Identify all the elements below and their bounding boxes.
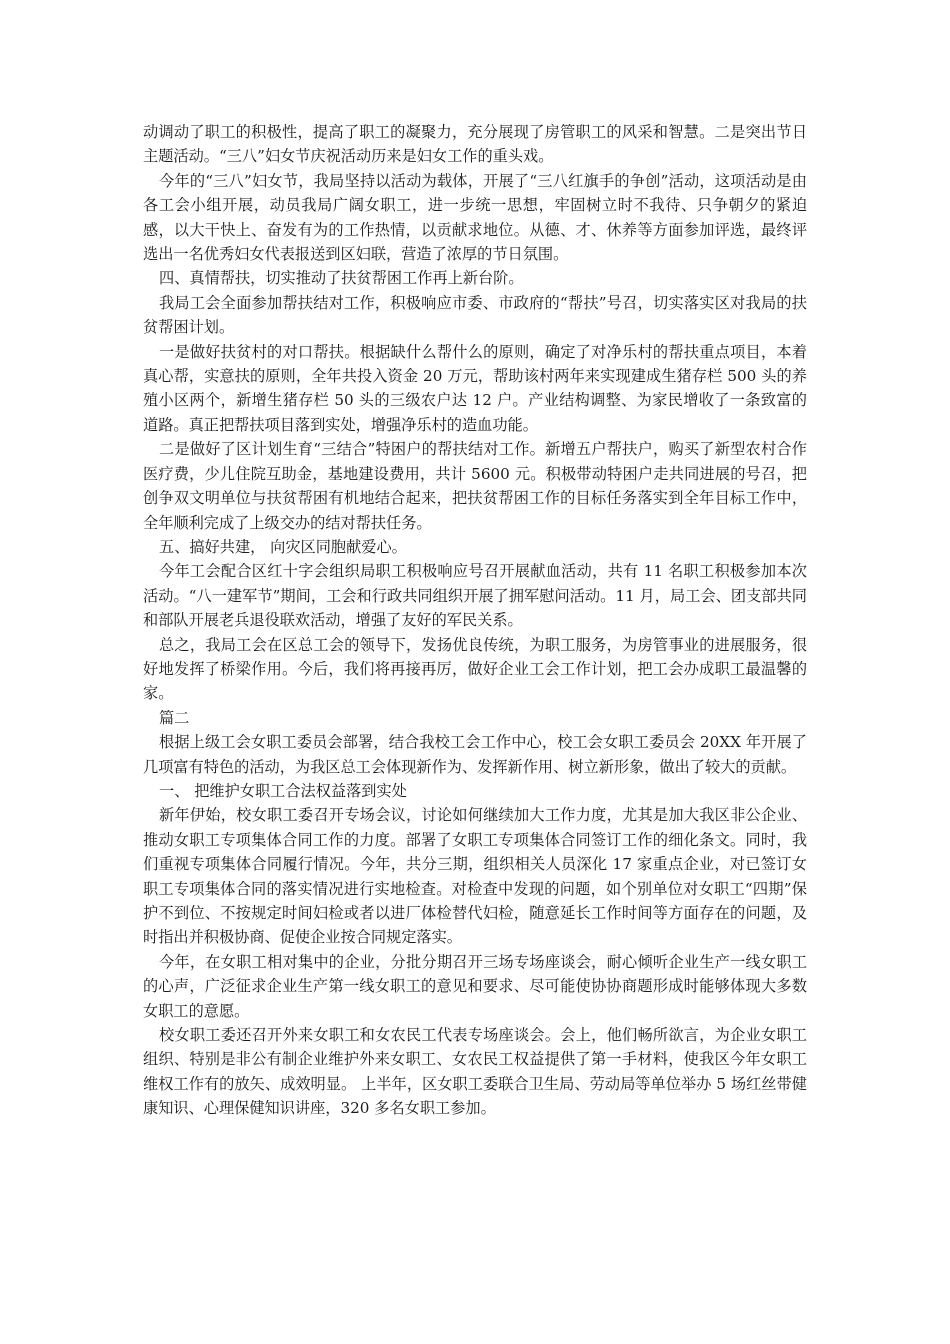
paragraph-3: 我局工会全面参加帮扶结对工作，积极响应市委、市政府的“帮扶”号召，切实落实区对我局的扶贫帮困计划。 <box>143 293 807 337</box>
section-heading-4: 四、真情帮扶，切实推动了扶贫帮困工作再上新台阶。 <box>159 269 524 288</box>
paragraph-1: 动调动了职工的积极性，提高了职工的凝聚力，充分展现了房管职工的风采和智慧。二是突出节日主题活动。“三八”妇女节庆祝活动历来是妇女工作的重头戏。 <box>143 123 807 166</box>
chapter-heading: 篇二 <box>159 708 190 727</box>
paragraph-8: 根据上级工会女职工委员会部署，结合我校工会工作中心，校工会女职工委员会 20XX 年开展了几项富有特色的活动，为我区总工会体现新作为、发挥新作用、树立新形象，做出了较大的贡献。 <box>143 733 807 776</box>
paragraph-2: 今年的“三八”妇女节，我局坚持以活动为载体，开展了“三八红旗手的争创”活动，这项活动是由各工会小组开展，动员我局广阔女职工，进一步统一思想，牢固树立时不我待、只争朝夕的紧迫感，以大干快上、奋发有为的工作热情，以贡献求地位。从德、才、休养等方面参加评选，最终评选出一名优秀妇女代表报送到区妇联，营造了浓厚的节日氛围。 <box>143 171 807 264</box>
paragraph-11: 校女职工委还召开外来女职工和女农民工代表专场座谈会。会上，他们畅所欲言，为企业女职工组织、特别是非公有制企业维护外来女职工、女农民工权益提供了第一手材料，使我区今年女职工维权工作有的放矢、成效明显。 上半年，区女职工委联合卫生局、劳动局等单位举办 5 场红丝带健康知识、心理保健知识讲座，320 多名女职工参加。 <box>143 1026 807 1118</box>
paragraph-6: 今年工会配合区红十字会组织局职工积极响应号召开展献血活动，共有 11 名职工积极参加本次活动。“八一建军节”期间，工会和行政共同组织开展了拥军慰问活动。11 月，局工会、团支部共同和部队开展老兵退役联欢活动，增强了友好的军民关系。 <box>143 562 807 630</box>
section-heading-1: 一、 把维护女职工合法权益落到实处 <box>159 781 407 800</box>
paragraph-9: 新年伊始，校女职工委召开专场会议，讨论如何继续加大工作力度，尤其是加大我区非公企业、推动女职工专项集体合同工作的力度。部署了女职工专项集体合同签订工作的细化条文。同时，我们重视专项集体合同履行情况。今年，共分三期，组织相关人员深化 17 家重点企业，对已签订女职工专项集体合同的落实情况进行实地检查。对检查中发现的问题，如个别单位对女职工“四期”保护不到位、不按规定时间妇检或者以进厂体检替代妇检，随意延长工作时间等方面存在的问题，及时指出并积极协商、促使企业按合同规定落实。 <box>143 806 807 947</box>
document-page <box>143 120 807 1121</box>
section-heading-5: 五、搞好共建， 向灾区同胞献爱心。 <box>159 537 407 556</box>
paragraph-7: 总之，我局工会在区总工会的领导下，发扬优良传统，为职工服务，为房管事业的进展服务，很好地发挥了桥梁作用。今后，我们将再接再厉，做好企业工会工作计划，把工会办成职工最温馨的家。 <box>143 635 807 703</box>
paragraph-10: 今年，在女职工相对集中的企业，分批分期召开三场专场座谈会，耐心倾听企业生产一线女职工的心声，广泛征求企业生产第一线女职工的意见和要求、尽可能使协协商题形成时能够体现大多数女职工的意愿。 <box>143 952 807 1020</box>
paragraph-5: 二是做好了区计划生育“三结合”特困户的帮扶结对工作。新增五户帮扶户，购买了新型农村合作医疗费，少儿住院互助金，基地建设费用，共计 5600 元。积极带动特困户走共同进展的号召，把创争双文明单位与扶贫帮困有机地结合起来，把扶贫帮困工作的目标任务落实到全年目标工作中，全年顺利完成了上级交办的结对帮扶任务。 <box>143 440 807 532</box>
paragraph-4: 一是做好扶贫村的对口帮扶。根据缺什么帮什么的原则，确定了对净乐村的帮扶重点项目，本着真心帮，实意扶的原则，全年共投入资金 20 万元，帮助该村两年来实现建成生猪存栏 500 头的养殖小区两个，新增生猪存栏 50 头的三级农户达 12 户。产业结构调整、为家民增收了一条致富的道路。真正把帮扶项目落到实处，增强净乐村的造血功能。 <box>143 342 807 434</box>
